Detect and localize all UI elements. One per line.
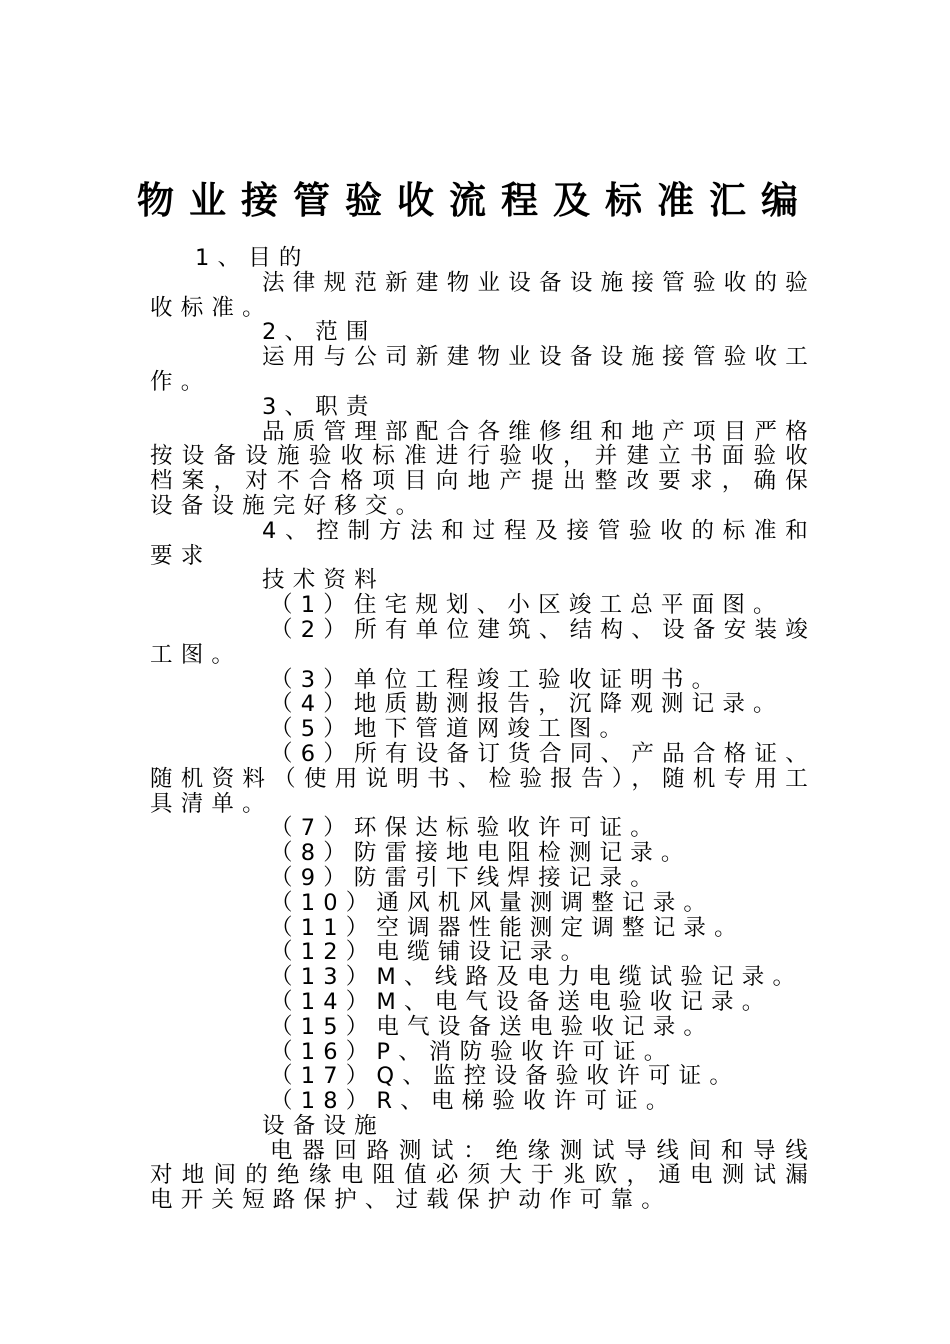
paragraph: 运用与公司新建物业设备设施接管验收工作。 [150, 344, 816, 395]
paragraph: （6）所有设备订货合同、产品合格证、随机资料（使用说明书、检验报告），随机专用工具清单。 [150, 740, 816, 817]
document-body [150, 246, 816, 1213]
paragraph: （10）通风机风量测调整记录。 [270, 889, 715, 916]
paragraph: （15）电气设备送电验收记录。 [270, 1013, 715, 1040]
paragraph: （16）P、消防验收许可证。 [270, 1038, 675, 1065]
paragraph: 3、职责 [262, 393, 377, 420]
paragraph: （7）环保达标验收许可证。 [270, 815, 661, 842]
paragraph: 法律规范新建物业设备设施接管验收的验收标准。 [150, 269, 816, 321]
document-title: 物业接管验收流程及标准汇编 [137, 178, 813, 222]
paragraph: （4）地质勘测报告，沉降观测记录。 [270, 691, 784, 718]
paragraph: （12）电缆铺设记录。 [270, 939, 592, 966]
paragraph: 设备设施 [262, 1112, 385, 1139]
paragraph: （13）M、线路及电力电缆试验记录。 [270, 964, 804, 991]
paragraph: （2）所有单位建筑、结构、设备安装竣工图。 [150, 616, 816, 668]
paragraph: （14）M、电气设备送电验收记录。 [270, 988, 773, 1015]
paragraph: （11）空调器性能测定调整记录。 [270, 914, 745, 941]
paragraph: 1、目的 [195, 245, 310, 271]
paragraph: 技术资料 [262, 567, 385, 594]
paragraph: （8）防雷接地电阻检测记录。 [270, 840, 692, 867]
paragraph: （17）Q、监控设备验收许可证。 [270, 1063, 741, 1090]
paragraph: 电器回路测试：绝缘测试导线间和导线对地间的绝缘电阻值必须大于兆欧，通电测试漏电开关短路保护、过载保护动作可靠。 [150, 1137, 816, 1214]
paragraph: （3）单位工程竣工验收证明书。 [270, 666, 723, 693]
paragraph: 2、范围 [262, 319, 377, 346]
paragraph: （5）地下管道网竣工图。 [270, 716, 631, 743]
paragraph: （1）住宅规划、小区竣工总平面图。 [270, 592, 784, 619]
paragraph: （18）R、电梯验收许可证。 [270, 1088, 677, 1115]
paragraph: 4、控制方法和过程及接管验收的标准和要求 [150, 517, 816, 569]
paragraph: 品质管理部配合各维修组和地产项目严格按设备设施验收标准进行验收，并建立书面验收档案，对不合格项目向地产提出整改要求，确保设备设施完好移交。 [150, 418, 816, 519]
paragraph: （9）防雷引下线焊接记录。 [270, 864, 661, 891]
